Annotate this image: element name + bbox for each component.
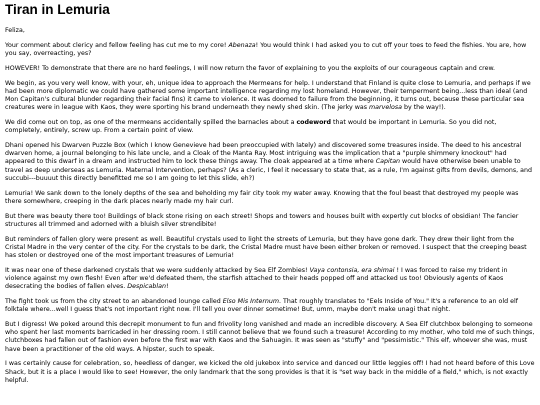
text-run: But I digress! We poked around this decrepit monument to fun and frivolity long vanished and made an incredible discovery. A Sea Elf clutchbox belonging to someone who spent her last moments barricaded in her dressing room. I still cannot believe that we found such a treasure! According to my mother, who told me of such things, clutchboxes had fallen out of fashion even before the first war with Kaos and the Sahuagin. It was seen as "stuffy" and "pessimistic." This elf, whoever she was, must have been a practitioner of the old ways. A hipster, such to speak.: [5, 321, 535, 353]
letter-body: [5, 42, 535, 385]
text-run: Your comment about clericy and fellow feeling has cut me to my core!: [5, 41, 229, 49]
italic-text: Despicablan: [127, 283, 166, 291]
paragraph: [5, 65, 535, 73]
text-run: Lemuria! We sank down to the lonely depths of the sea and beholding my fair city took my water away. Knowing that the foul beast that destroyed my people was there somewhere, creeping in the dark places nearly made my hair curl.: [5, 189, 519, 205]
text-run: . That roughly translates to "Eels Inside of You." It's a reference to an old elf folktale where...well I guess that's not important right now. I'll tell you over dinner sometime! But, umm, maybe don't make unagi that night.: [5, 298, 518, 314]
text-run: It was near one of these darkened crystals that we were suddenly attacked by Sea Elf Zombies!: [5, 266, 310, 274]
bold-text: codeword: [296, 119, 332, 126]
italic-text: Vaya contonsia, era shimai: [309, 266, 395, 274]
text-run: The fight took us from the city street to an abandoned lounge called: [5, 298, 223, 306]
text-run: ! I was forced to raise my trident in violence against my own flesh! Even after we'd defeated them, the starfish attached to their heads popped off and attacked us too! Obviously agents of Kaos desecrating the bodies of fallen elves.: [5, 266, 508, 291]
text-run: Dhani opened his Dwarven Puzzle Box (which I know Genevieve had been preoccupied with lately) and discovered some treasures inside. The deed to his ancestral dwarven home, a journal belonging to his late uncle, and a Cloak of the Manta Ray. Most intriguing was the implication that a "purple shimmery knockout" had appeared to this dwarf in a dream and instructed him to lock these things away. The cloak appeared at a time where: [5, 142, 522, 166]
paragraph: [5, 213, 535, 229]
paragraph: [5, 42, 535, 58]
text-run: would have otherwise been unable to travel as deep underseas as Lemuria. Maternal Intervention, perhaps? (As a cleric, I feel it necessary to state that, as a rule, I'm against gifts from devils, demons, and succubi---buuuut this directly benefitted me so I am going to let this slide, eh?): [5, 158, 532, 182]
italic-text: Abenaza: [228, 41, 256, 49]
text-run: We did come out on top, as one of the mermeans accidentally spilled the barnacles about a: [5, 119, 297, 126]
paragraph: [5, 321, 535, 354]
paragraph: [5, 119, 535, 135]
paragraph: [5, 142, 535, 183]
italic-text: Elso Mis Internum: [222, 298, 280, 306]
paragraph: [5, 298, 535, 314]
text-run: that would be important in Lemuria. So you did not, completely, entirely, screw up. From a certain point of view.: [5, 119, 497, 135]
paragraph: [5, 267, 535, 292]
text-run: HOWEVER! To demonstrate that there are no hard feelings, I will now return the favor of explaining to you the exploits of our courageous captain and crew.: [5, 64, 496, 72]
italic-text: marvelosa: [369, 104, 402, 112]
text-run: We begin, as you very well know, with your, eh, unique idea to approach the Mermeans for help. I understand that Finland is quite close to Lemuria, and perhaps if we had been more diplomatic we could have gathered some important intelligence regarding my lost homeland. However, their temperment being...less than ideal (and Mon Capitan's cultural blunder regarding their facial fins) it came to violence. It was doomed to failure from the beginning, it turns out, because these particular sea creatures were in league with Kaos, they were sporting his brand underneath they newly shed skin. (The jerky was: [5, 79, 531, 112]
text-run: But there was beauty there too! Buildings of black stone rising on each street! Shops and towers and houses built with expertly cut blocks of obsidian! The fancier structures all trimmed and adorned with a bluish silver strendibite!: [5, 212, 519, 228]
paragraph: [5, 236, 535, 261]
greeting: Feliza,: [5, 27, 25, 34]
text-run: ! You would think I had asked you to cut off your toes to feed the fishies. You are, how you say, overreacting, yes?: [5, 41, 527, 57]
paragraph: [5, 80, 535, 113]
text-run: But reminders of fallen glory were present as well. Beautiful crystals used to light the streets of Lemuria, but they have gone dark. They drew their light from the Cristal Madre in the very center of the city. For the crystals to be dark, the Cristal Madre must have been either broken or removed. I suspect that the creeping beast has stolen or destroyed one of the most important treasures of Lemuria!: [5, 235, 527, 260]
text-run: I was certainly cause for celebration, so, heedless of danger, we kicked the old jukebox into service and danced our little leggies off! I had not heard before of this Love Shack, but it is a place I would like to see! However, the only landmark that the song provides is that it is "set way back in the middle of a field," which, is not exactly helpful.: [5, 360, 535, 384]
italic-text: Capitan: [375, 158, 401, 166]
paragraph: [5, 360, 535, 385]
paragraph: [5, 190, 535, 206]
page-title: Tiran in Lemuria: [5, 2, 110, 17]
text-run: by the way!).: [401, 104, 446, 112]
text-run: !: [165, 283, 169, 291]
